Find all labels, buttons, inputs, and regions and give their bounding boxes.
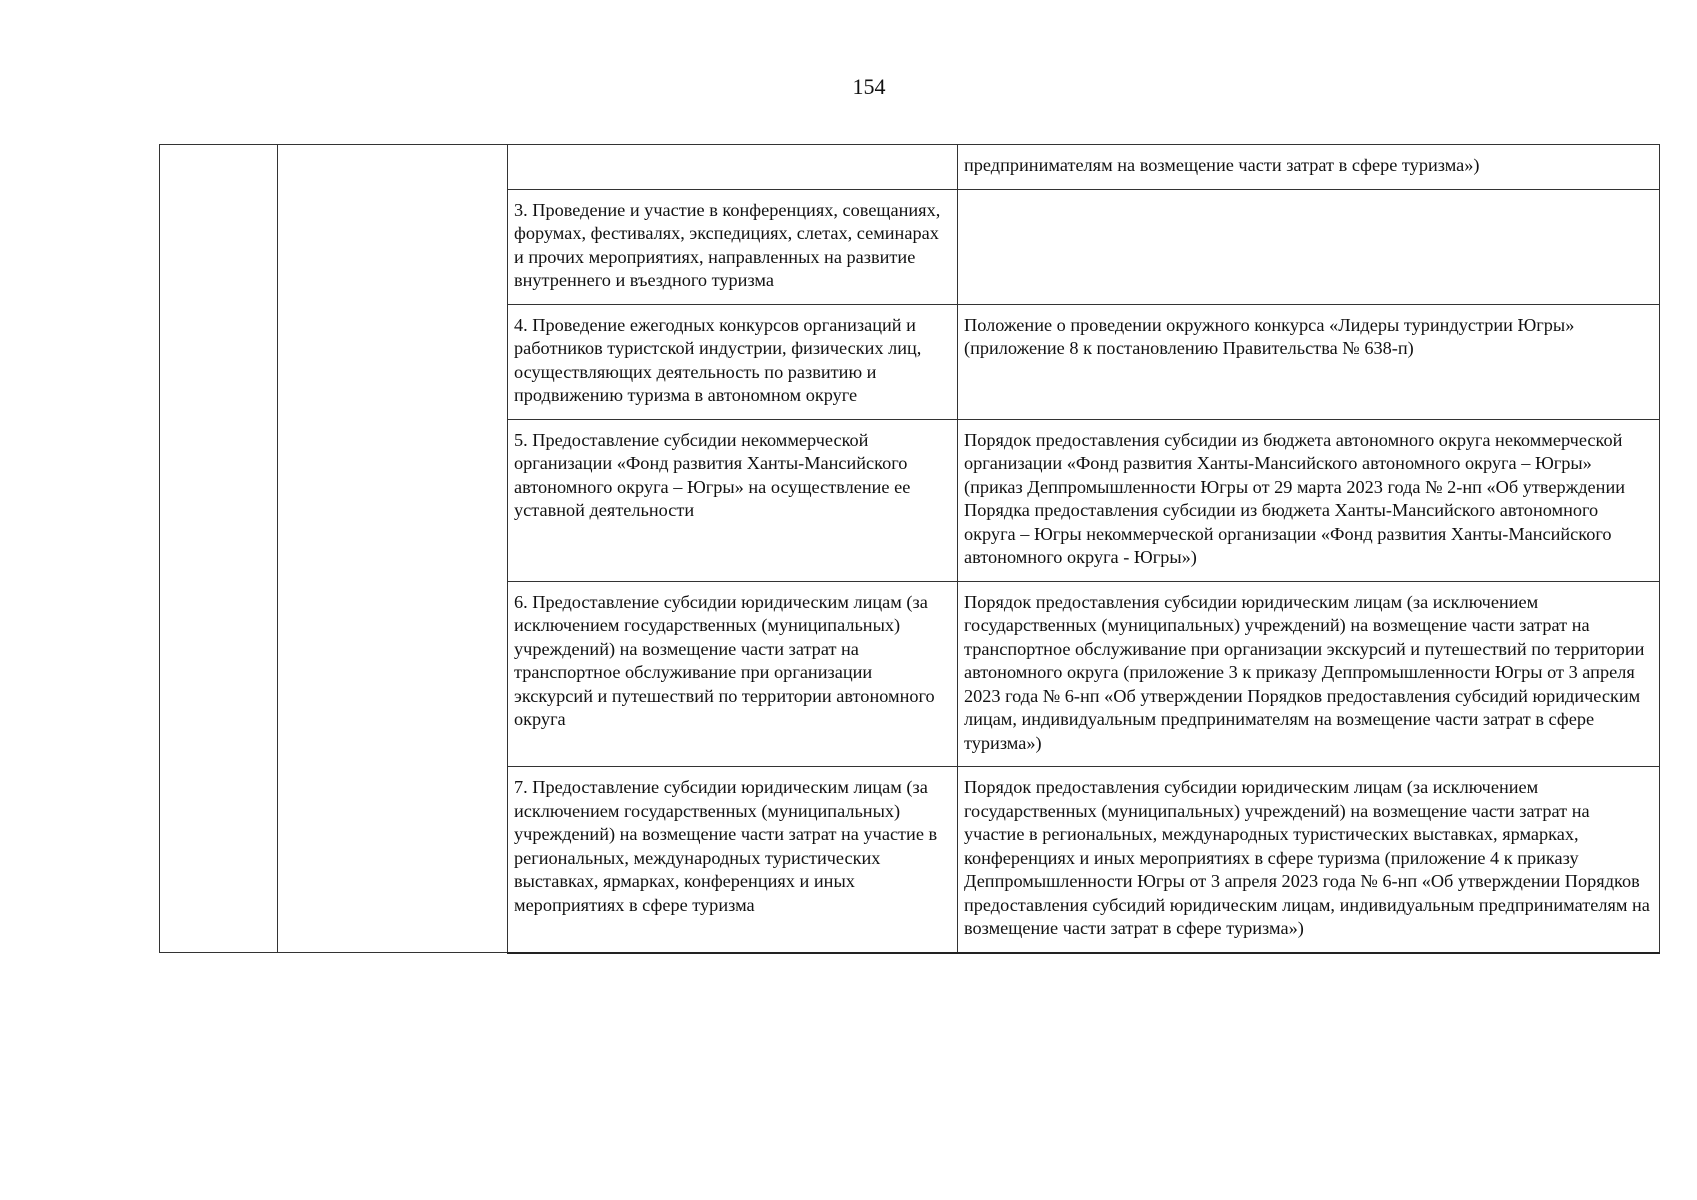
activity-cell bbox=[508, 145, 958, 190]
document-cell: Порядок предоставления субсидии юридическим лицам (за исключением государственных (муниципальных) учреждений) на возмещение части затрат на участие в региональных, международных туристических выставках, ярмарках, конференциях и иных мероприятиях в сфере туризма (приложение 4 к приказу Деппромышленности Югры от 3 апреля 2023 года № 6-нп «Об утверждении Порядков предоставления субсидий юридическим лицам, индивидуальным предпринимателям на возмещение части затрат в сфере туризма») bbox=[958, 767, 1660, 953]
activity-cell: 4. Проведение ежегодных конкурсов организаций и работников туристской индустрии, физических лиц, осуществляющих деятельность по развитию и продвижению туризма в автономном округе bbox=[508, 304, 958, 419]
document-cell: предпринимателям на возмещение части затрат в сфере туризма») bbox=[958, 145, 1660, 190]
activity-cell: 7. Предоставление субсидии юридическим лицам (за исключением государственных (муниципальных) учреждений) на возмещение части затрат на участие в региональных, международных туристических выставках, ярмарках, конференциях и иных мероприятиях в сфере туризма bbox=[508, 767, 958, 953]
document-cell: Порядок предоставления субсидии из бюджета автономного округа некоммерческой организации «Фонд развития Ханты-Мансийского автономного округа – Югры» (приказ Деппромышленности Югры от 29 марта 2023 года № 2-нп «Об утверждении Порядка предоставления субсидии из бюджета Ханты-Мансийского автономного округа – Югры некоммерческой организации «Фонд развития Ханты-Мансийского автономного округа - Югры») bbox=[958, 419, 1660, 581]
measures-table bbox=[159, 144, 1660, 954]
table-row bbox=[160, 145, 1660, 190]
activity-cell: 6. Предоставление субсидии юридическим лицам (за исключением государственных (муниципальных) учреждений) на возмещение части затрат на транспортное обслуживание при организации экскурсий и путешествий по территории автономного округа bbox=[508, 581, 958, 767]
activity-cell: 3. Проведение и участие в конференциях, совещаниях, форумах, фестивалях, экспедициях, слетах, семинарах и прочих мероприятиях, направленных на развитие внутреннего и въездного туризма bbox=[508, 189, 958, 304]
activity-cell: 5. Предоставление субсидии некоммерческой организации «Фонд развития Ханты-Мансийского автономного округа – Югры» на осуществление ее уставной деятельности bbox=[508, 419, 958, 581]
document-cell: Положение о проведении окружного конкурса «Лидеры туриндустрии Югры» (приложение 8 к постановлению Правительства № 638-п) bbox=[958, 304, 1660, 419]
page-number: 154 bbox=[852, 74, 886, 99]
document-cell bbox=[958, 189, 1660, 304]
empty-column-cell bbox=[278, 145, 508, 953]
empty-column-cell bbox=[160, 145, 278, 953]
document-cell: Порядок предоставления субсидии юридическим лицам (за исключением государственных (муниципальных) учреждений) на возмещение части затрат на транспортное обслуживание при организации экскурсий и путешествий по территории автономного округа (приложение 3 к приказу Деппромышленности Югры от 3 апреля 2023 года № 6-нп «Об утверждении Порядков предоставления субсидий юридическим лицам, индивидуальным предпринимателям на возмещение части затрат в сфере туризма») bbox=[958, 581, 1660, 767]
